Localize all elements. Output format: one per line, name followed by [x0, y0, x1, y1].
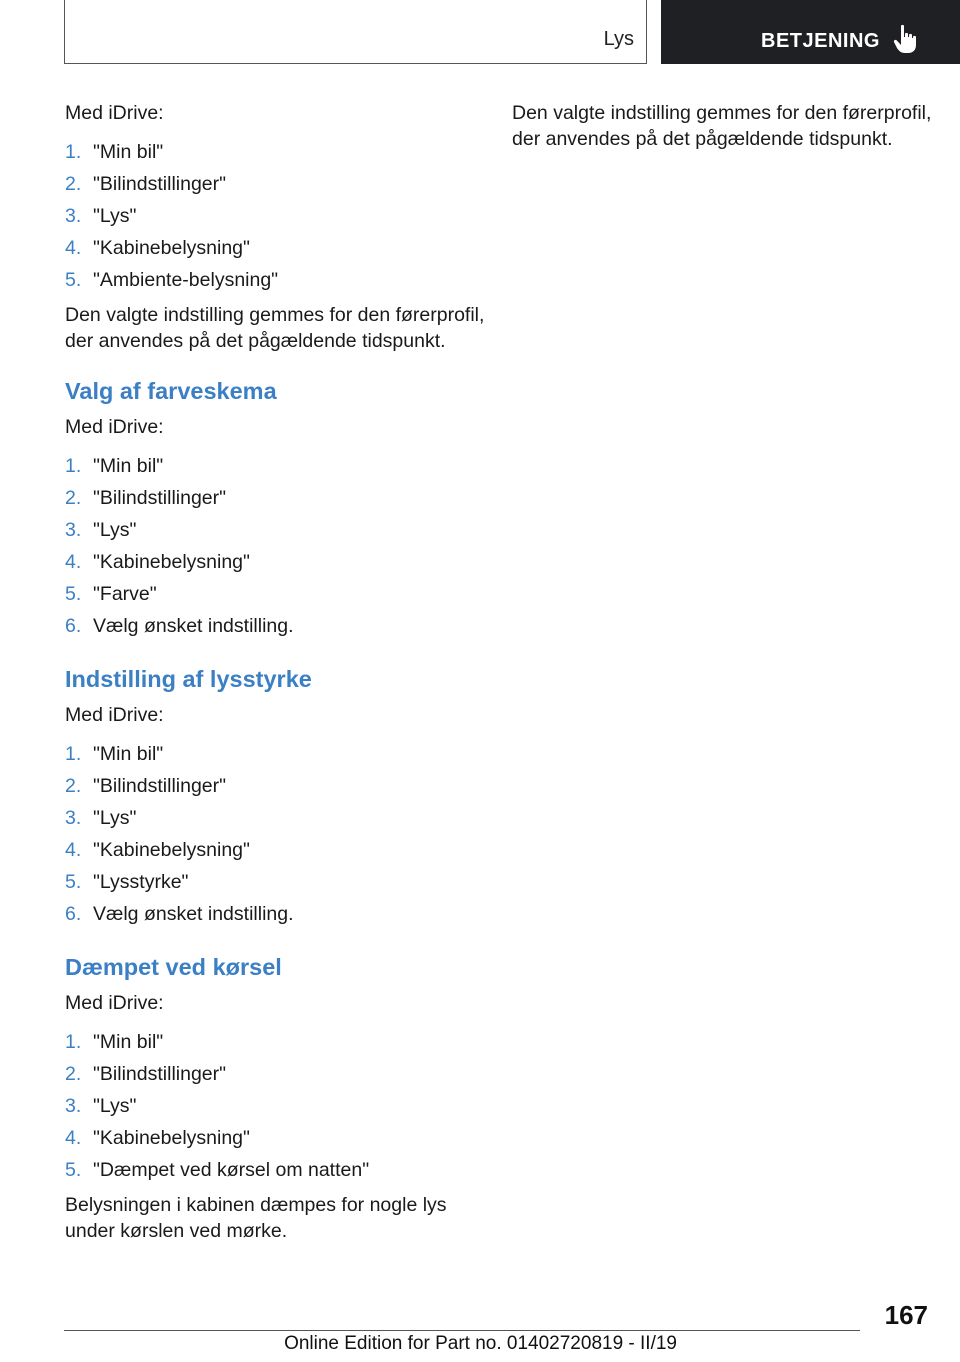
step-number: 4. — [65, 237, 82, 259]
step-text: "Kabinebelysning" — [93, 237, 250, 259]
step-number: 2. — [65, 775, 82, 797]
step-text: "Farve" — [93, 583, 157, 605]
step-number: 5. — [65, 583, 82, 605]
list-item — [65, 450, 485, 482]
step-number: 1. — [65, 1031, 82, 1053]
step-text: "Lys" — [93, 807, 137, 829]
step-text: "Min bil" — [93, 455, 164, 477]
list-item — [65, 1154, 485, 1186]
list-item — [65, 898, 485, 930]
header-section-title: Lys — [603, 28, 634, 50]
step-text: "Bilindstillinger" — [93, 775, 227, 797]
step-number: 1. — [65, 455, 82, 477]
step-number: 3. — [65, 205, 82, 227]
list-item — [65, 578, 485, 610]
step-number: 3. — [65, 1095, 82, 1117]
step-number: 2. — [65, 173, 82, 195]
list-item — [65, 514, 485, 546]
step-number: 6. — [65, 903, 82, 925]
list-item — [65, 834, 485, 866]
step-text: "Lys" — [93, 205, 137, 227]
heading-color-scheme: Valg af farveskema — [65, 378, 277, 404]
heading-brightness: Indstilling af lysstyrke — [65, 666, 312, 692]
step-text: "Kabinebelysning" — [93, 551, 250, 573]
step-number: 2. — [65, 1063, 82, 1085]
intro-text: Med iDrive: — [65, 102, 164, 124]
pointing-hand-icon — [893, 24, 919, 54]
list-item — [65, 264, 485, 296]
list-item — [65, 232, 485, 264]
step-text: "Min bil" — [93, 743, 164, 765]
step-number: 4. — [65, 551, 82, 573]
list-item — [65, 1122, 485, 1154]
header-chapter-title: BETJENING — [761, 30, 880, 52]
profile-note: Den valgte indstilling gemmes for den førerprofil, der anvendes på det pågældende tidspunkt. — [65, 304, 485, 352]
steps-ambient — [65, 136, 485, 296]
step-text: "Ambiente-belysning" — [93, 269, 279, 291]
footer-divider — [64, 1330, 860, 1331]
step-text: Vælg ønsket indstilling. — [93, 903, 294, 925]
profile-note: Den valgte indstilling gemmes for den førerprofil, der anvendes på det pågældende tidspunkt. — [512, 102, 932, 150]
step-text: "Min bil" — [93, 1031, 164, 1053]
list-item — [65, 546, 485, 578]
right-column — [512, 100, 932, 162]
footer-edition — [284, 1333, 677, 1355]
step-text: "Min bil" — [93, 141, 164, 163]
header-section-box — [64, 0, 647, 64]
step-text: "Bilindstillinger" — [93, 1063, 227, 1085]
step-number: 4. — [65, 1127, 82, 1149]
intro-text: Med iDrive: — [65, 416, 164, 438]
step-number: 3. — [65, 807, 82, 829]
list-item — [65, 168, 485, 200]
step-number: 2. — [65, 487, 82, 509]
list-item — [65, 482, 485, 514]
list-item — [65, 136, 485, 168]
edition-text: Online Edition for Part no. 01402720819 - II/19 — [284, 1333, 677, 1354]
list-item — [65, 738, 485, 770]
step-number: 5. — [65, 871, 82, 893]
step-number: 6. — [65, 615, 82, 637]
steps-color — [65, 450, 485, 642]
step-text: "Bilindstillinger" — [93, 173, 227, 195]
page-number: 167 — [884, 1300, 928, 1330]
heading-dimmed-driving: Dæmpet ved kørsel — [65, 954, 282, 980]
step-number: 3. — [65, 519, 82, 541]
dimming-note: Belysningen i kabinen dæmpes for nogle lys under kørslen ved mørke. — [65, 1194, 447, 1242]
header-chapter-box — [661, 0, 960, 64]
step-number: 5. — [65, 269, 82, 291]
step-text: "Kabinebelysning" — [93, 1127, 250, 1149]
step-text: "Lys" — [93, 1095, 137, 1117]
step-text: "Kabinebelysning" — [93, 839, 250, 861]
list-item — [65, 200, 485, 232]
list-item — [65, 802, 485, 834]
steps-dimmed — [65, 1026, 485, 1186]
step-text: "Bilindstillinger" — [93, 487, 227, 509]
step-text: "Dæmpet ved kørsel om natten" — [93, 1159, 370, 1181]
list-item — [65, 866, 485, 898]
list-item — [65, 1026, 485, 1058]
list-item — [65, 1058, 485, 1090]
step-text: Vælg ønsket indstilling. — [93, 615, 294, 637]
step-number: 1. — [65, 743, 82, 765]
step-text: "Lys" — [93, 519, 137, 541]
step-text: "Lysstyrke" — [93, 871, 189, 893]
list-item — [65, 610, 485, 642]
intro-text: Med iDrive: — [65, 992, 164, 1014]
step-number: 5. — [65, 1159, 82, 1181]
list-item — [65, 770, 485, 802]
list-item — [65, 1090, 485, 1122]
left-column — [65, 100, 485, 1254]
step-number: 1. — [65, 141, 82, 163]
steps-brightness — [65, 738, 485, 930]
intro-text: Med iDrive: — [65, 704, 164, 726]
step-number: 4. — [65, 839, 82, 861]
